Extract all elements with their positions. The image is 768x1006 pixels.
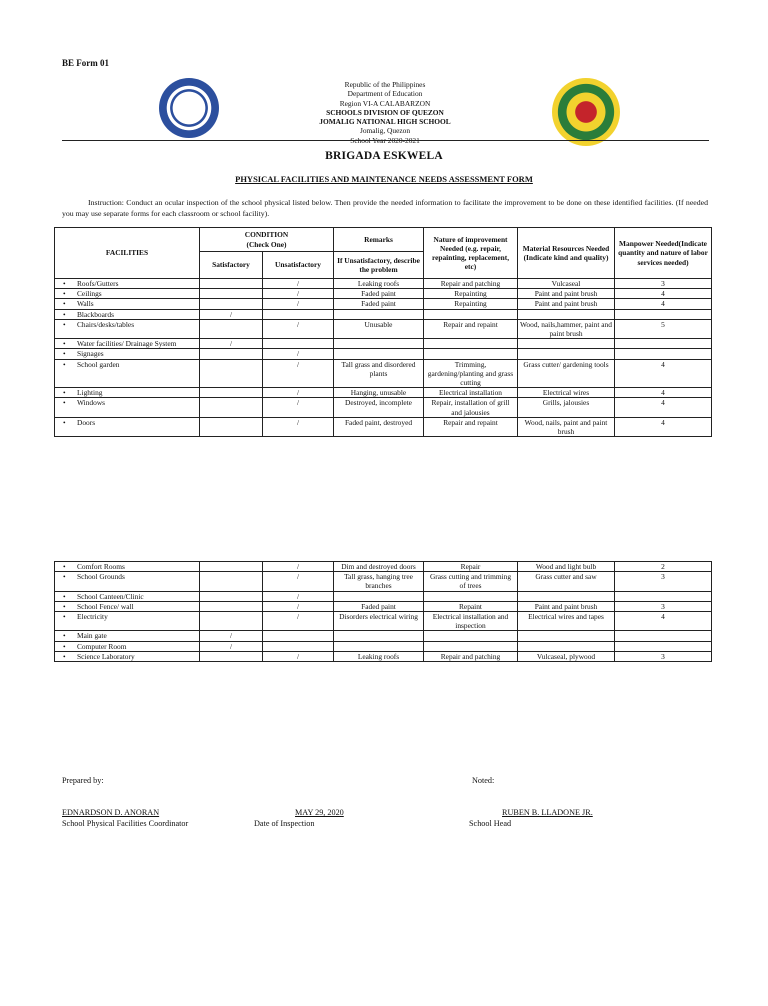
col-nature: Nature of improvement Needed (e.g. repair, repainting, replacement, etc) bbox=[424, 228, 518, 279]
unsatisfactory-check: / bbox=[263, 299, 334, 309]
material-cell: Wood, nails, paint and paint brush bbox=[518, 417, 615, 436]
satisfactory-check: / bbox=[200, 309, 263, 319]
col-material: Material Resources Needed (Indicate kind and quality) bbox=[518, 228, 615, 279]
nature-cell: Electrical installation bbox=[424, 388, 518, 398]
facility-cell bbox=[55, 562, 200, 572]
facility-cell bbox=[55, 339, 200, 349]
table-row bbox=[55, 398, 712, 417]
unsatisfactory-check: / bbox=[263, 417, 334, 436]
material-cell bbox=[518, 339, 615, 349]
facility-name: Comfort Rooms bbox=[77, 562, 125, 571]
bullet-icon: • bbox=[63, 299, 66, 309]
table-row bbox=[55, 319, 712, 338]
unsatisfactory-check bbox=[263, 641, 334, 651]
nature-cell bbox=[424, 591, 518, 601]
material-cell: Wood and light bulb bbox=[518, 562, 615, 572]
unsatisfactory-check: / bbox=[263, 289, 334, 299]
satisfactory-check bbox=[200, 299, 263, 309]
assessment-table-2 bbox=[54, 561, 712, 662]
remarks-cell: Disorders electrical wiring bbox=[334, 612, 424, 631]
nature-cell: Repainting bbox=[424, 299, 518, 309]
nature-cell: Repaint bbox=[424, 601, 518, 611]
inspection-date: MAY 29, 2020 bbox=[295, 808, 344, 817]
unsatisfactory-check bbox=[263, 309, 334, 319]
assessment-table-1 bbox=[54, 227, 712, 437]
manpower-cell: 3 bbox=[615, 601, 712, 611]
manpower-cell: 3 bbox=[615, 572, 712, 591]
bullet-icon: • bbox=[63, 601, 66, 611]
table-row bbox=[55, 349, 712, 359]
nature-cell bbox=[424, 631, 518, 641]
nature-cell: Trimming, gardening/planting and grass cutting bbox=[424, 359, 518, 388]
unsatisfactory-check bbox=[263, 339, 334, 349]
facility-name: Main gate bbox=[77, 631, 107, 641]
remarks-cell: Unusable bbox=[334, 319, 424, 338]
remarks-cell: Tall grass, hanging tree branches bbox=[334, 572, 424, 591]
facility-cell bbox=[55, 631, 200, 641]
school-head-name: RUBEN B. LLADONE JR. bbox=[502, 808, 593, 817]
remarks-cell: Hanging, unusable bbox=[334, 388, 424, 398]
unsatisfactory-check: / bbox=[263, 651, 334, 661]
remarks-cell: Dim and destroyed doors bbox=[334, 562, 424, 572]
unsatisfactory-check: / bbox=[263, 601, 334, 611]
table-row bbox=[55, 299, 712, 309]
remarks-cell bbox=[334, 309, 424, 319]
satisfactory-check bbox=[200, 398, 263, 417]
facility-name: School garden bbox=[77, 359, 120, 369]
nature-cell bbox=[424, 641, 518, 651]
material-cell bbox=[518, 641, 615, 651]
bullet-icon: • bbox=[63, 641, 66, 651]
nature-cell: Electrical installation and inspection bbox=[424, 612, 518, 631]
bullet-icon: • bbox=[63, 319, 66, 329]
bullet-icon: • bbox=[63, 591, 66, 601]
facility-name: Computer Room bbox=[77, 641, 127, 651]
manpower-cell: 4 bbox=[615, 289, 712, 299]
nature-cell: Grass cutting and trimming of trees bbox=[424, 572, 518, 591]
facility-cell bbox=[55, 601, 200, 611]
preparer-role: School Physical Facilities Coordinator bbox=[62, 819, 189, 828]
noted-label: Noted: bbox=[472, 776, 495, 785]
satisfactory-check bbox=[200, 279, 263, 289]
facility-cell bbox=[55, 319, 200, 338]
col-unsatisfactory: Unsatisfactory bbox=[263, 252, 334, 279]
nature-cell: Repainting bbox=[424, 289, 518, 299]
manpower-cell: 2 bbox=[615, 562, 712, 572]
manpower-cell: 3 bbox=[615, 651, 712, 661]
material-cell bbox=[518, 631, 615, 641]
facility-name: Doors bbox=[77, 417, 96, 427]
facility-cell bbox=[55, 612, 200, 631]
facility-name: School Grounds bbox=[77, 572, 125, 582]
facility-name: Walls bbox=[77, 299, 94, 309]
bullet-icon: • bbox=[63, 309, 66, 319]
bullet-icon: • bbox=[63, 398, 66, 408]
manpower-cell bbox=[615, 591, 712, 601]
nature-cell bbox=[424, 349, 518, 359]
school-seal-logo bbox=[552, 78, 620, 146]
header-line: Republic of the Philippines bbox=[344, 80, 426, 89]
school-head-role: School Head bbox=[469, 819, 512, 828]
nature-cell: Repair and repaint bbox=[424, 417, 518, 436]
table-row bbox=[55, 612, 712, 631]
manpower-cell bbox=[615, 641, 712, 651]
nature-cell: Repair, installation of grill and jalousies bbox=[424, 398, 518, 417]
remarks-cell: Faded paint bbox=[334, 289, 424, 299]
satisfactory-check bbox=[200, 349, 263, 359]
facility-cell bbox=[55, 359, 200, 388]
facility-name: Electricity bbox=[77, 612, 108, 622]
bullet-icon: • bbox=[63, 651, 66, 661]
facility-name: Ceilings bbox=[77, 289, 102, 299]
unsatisfactory-check: / bbox=[263, 319, 334, 338]
satisfactory-check: / bbox=[200, 641, 263, 651]
remarks-cell: Faded paint bbox=[334, 601, 424, 611]
satisfactory-check: / bbox=[200, 631, 263, 641]
satisfactory-check bbox=[200, 359, 263, 388]
material-cell bbox=[518, 349, 615, 359]
col-satisfactory: Satisfactory bbox=[200, 252, 263, 279]
form-subtitle: PHYSICAL FACILITIES AND MAINTENANCE NEEDS ASSESSMENT FORM bbox=[235, 174, 533, 184]
col-facilities: FACILITIES bbox=[55, 228, 200, 279]
table-row bbox=[55, 601, 712, 611]
unsatisfactory-check: / bbox=[263, 388, 334, 398]
material-cell: Vulcaseal, plywood bbox=[518, 651, 615, 661]
table-row bbox=[55, 591, 712, 601]
facility-cell bbox=[55, 641, 200, 651]
instruction-text: Instruction: Conduct an ocular inspection of the school physical listed below. Then provide the needed information to facilitate the improvement to be done on these identified facilities. (If needed you may use separate forms for each classroom or school facility). bbox=[62, 198, 708, 218]
nature-cell bbox=[424, 309, 518, 319]
unsatisfactory-check: / bbox=[263, 279, 334, 289]
facility-name: Chairs/desks/tables bbox=[77, 319, 135, 329]
material-cell: Paint and paint brush bbox=[518, 289, 615, 299]
unsatisfactory-check: / bbox=[263, 591, 334, 601]
satisfactory-check bbox=[200, 601, 263, 611]
manpower-cell bbox=[615, 349, 712, 359]
material-cell: Electrical wires bbox=[518, 388, 615, 398]
table-row bbox=[55, 279, 712, 289]
facility-cell bbox=[55, 299, 200, 309]
deped-seal-logo bbox=[159, 78, 219, 138]
manpower-cell: 5 bbox=[615, 319, 712, 338]
unsatisfactory-check: / bbox=[263, 359, 334, 388]
facility-cell bbox=[55, 309, 200, 319]
header-line: SCHOOLS DIVISION OF QUEZON bbox=[326, 107, 444, 117]
facility-name: Roofs/Gutters bbox=[77, 279, 119, 288]
page-title: BRIGADA ESKWELA bbox=[325, 150, 443, 162]
satisfactory-check bbox=[200, 612, 263, 631]
bullet-icon: • bbox=[63, 572, 66, 582]
remarks-cell bbox=[334, 349, 424, 359]
bullet-icon: • bbox=[63, 359, 66, 369]
material-cell: Electrical wires and tapes bbox=[518, 612, 615, 631]
satisfactory-check bbox=[200, 562, 263, 572]
bullet-icon: • bbox=[63, 417, 66, 427]
header-line: School Year 2020-2021 bbox=[350, 135, 420, 145]
col-condition-note: (Check One) bbox=[246, 239, 287, 249]
manpower-cell: 4 bbox=[615, 359, 712, 388]
table-row bbox=[55, 339, 712, 349]
manpower-cell: 4 bbox=[615, 299, 712, 309]
material-cell: Vulcaseal bbox=[518, 279, 615, 289]
facility-name: School Fence/ wall bbox=[77, 601, 134, 611]
table-row bbox=[55, 309, 712, 319]
material-cell: Paint and paint brush bbox=[518, 299, 615, 309]
satisfactory-check bbox=[200, 289, 263, 299]
remarks-cell bbox=[334, 641, 424, 651]
satisfactory-check bbox=[200, 591, 263, 601]
letterhead bbox=[230, 80, 540, 145]
manpower-cell: 4 bbox=[615, 388, 712, 398]
bullet-icon: • bbox=[63, 339, 66, 349]
satisfactory-check bbox=[200, 572, 263, 591]
material-cell: Grass cutter/ gardening tools bbox=[518, 359, 615, 388]
remarks-cell: Faded paint bbox=[334, 299, 424, 309]
remarks-cell: Faded paint, destroyed bbox=[334, 417, 424, 436]
header-line: JOMALIG NATIONAL HIGH SCHOOL bbox=[319, 117, 451, 127]
material-cell: Paint and paint brush bbox=[518, 601, 615, 611]
remarks-cell: Destroyed, incomplete bbox=[334, 398, 424, 417]
header-line: Department of Education bbox=[347, 89, 423, 99]
facility-name: Science Laboratory bbox=[77, 651, 135, 661]
facility-cell bbox=[55, 398, 200, 417]
bullet-icon: • bbox=[63, 562, 66, 571]
material-cell: Wood, nails,hammer, paint and paint brush bbox=[518, 319, 615, 338]
unsatisfactory-check: / bbox=[263, 612, 334, 631]
table-body bbox=[55, 279, 712, 437]
facility-cell bbox=[55, 417, 200, 436]
prepared-by-label: Prepared by: bbox=[62, 776, 104, 785]
manpower-cell: 4 bbox=[615, 612, 712, 631]
satisfactory-check bbox=[200, 417, 263, 436]
nature-cell: Repair and repaint bbox=[424, 319, 518, 338]
material-cell: Grass cutter and saw bbox=[518, 572, 615, 591]
material-cell: Grills, jalousies bbox=[518, 398, 615, 417]
bullet-icon: • bbox=[63, 388, 66, 398]
unsatisfactory-check: / bbox=[263, 562, 334, 572]
unsatisfactory-check: / bbox=[263, 349, 334, 359]
header-divider bbox=[62, 140, 709, 141]
facility-cell bbox=[55, 388, 200, 398]
bullet-icon: • bbox=[63, 631, 66, 641]
facility-cell bbox=[55, 349, 200, 359]
table-body bbox=[55, 562, 712, 662]
facility-name: Water facilities/ Drainage System bbox=[77, 339, 177, 349]
preparer-name: EDNARDSON D. ANORAN bbox=[62, 808, 160, 817]
table-row bbox=[55, 562, 712, 572]
unsatisfactory-check: / bbox=[263, 398, 334, 417]
table-row bbox=[55, 572, 712, 591]
col-remarks-sub: If Unsatisfactory, describe the problem bbox=[334, 252, 424, 279]
manpower-cell bbox=[615, 339, 712, 349]
nature-cell bbox=[424, 339, 518, 349]
col-manpower: Manpower Needed(Indicate quantity and nature of labor services needed) bbox=[615, 228, 712, 279]
manpower-cell: 4 bbox=[615, 398, 712, 417]
col-condition-label: CONDITION bbox=[244, 230, 289, 240]
bullet-icon: • bbox=[63, 279, 66, 288]
table-row bbox=[55, 417, 712, 436]
facility-name: Signages bbox=[77, 349, 104, 359]
remarks-cell: Tall grass and disordered plants bbox=[334, 359, 424, 388]
facility-cell bbox=[55, 591, 200, 601]
facility-cell bbox=[55, 651, 200, 661]
bullet-icon: • bbox=[63, 612, 66, 622]
manpower-cell bbox=[615, 631, 712, 641]
facility-name: Blackboards bbox=[77, 309, 114, 319]
satisfactory-check bbox=[200, 319, 263, 338]
col-condition bbox=[200, 228, 334, 252]
header-line: Jomalig, Quezon bbox=[359, 126, 411, 136]
facility-name: Windows bbox=[77, 398, 106, 408]
material-cell bbox=[518, 309, 615, 319]
remarks-cell: Leaking roofs bbox=[334, 651, 424, 661]
facility-name: Lighting bbox=[77, 388, 103, 398]
remarks-cell bbox=[334, 631, 424, 641]
table-row bbox=[55, 651, 712, 661]
facility-name: School Canteen/Clinic bbox=[77, 591, 144, 601]
satisfactory-check: / bbox=[200, 339, 263, 349]
col-remarks: Remarks bbox=[334, 228, 424, 252]
nature-cell: Repair and patching bbox=[424, 651, 518, 661]
table-row bbox=[55, 388, 712, 398]
manpower-cell bbox=[615, 309, 712, 319]
bullet-icon: • bbox=[63, 289, 66, 299]
table-row bbox=[55, 641, 712, 651]
header-line: Region VI-A CALABARZON bbox=[339, 98, 431, 108]
bullet-icon: • bbox=[63, 349, 66, 359]
facility-cell bbox=[55, 279, 200, 289]
manpower-cell: 4 bbox=[615, 417, 712, 436]
form-code: BE Form 01 bbox=[62, 58, 109, 68]
table-row bbox=[55, 289, 712, 299]
manpower-cell: 3 bbox=[615, 279, 712, 289]
satisfactory-check bbox=[200, 388, 263, 398]
facility-cell bbox=[55, 572, 200, 591]
nature-cell: Repair bbox=[424, 562, 518, 572]
table-row bbox=[55, 631, 712, 641]
inspection-date-label: Date of Inspection bbox=[254, 819, 315, 828]
table-row bbox=[55, 359, 712, 388]
satisfactory-check bbox=[200, 651, 263, 661]
nature-cell: Repair and patching bbox=[424, 279, 518, 289]
remarks-cell: Leaking roofs bbox=[334, 279, 424, 289]
facility-cell bbox=[55, 289, 200, 299]
unsatisfactory-check: / bbox=[263, 572, 334, 591]
remarks-cell bbox=[334, 591, 424, 601]
remarks-cell bbox=[334, 339, 424, 349]
material-cell bbox=[518, 591, 615, 601]
unsatisfactory-check bbox=[263, 631, 334, 641]
